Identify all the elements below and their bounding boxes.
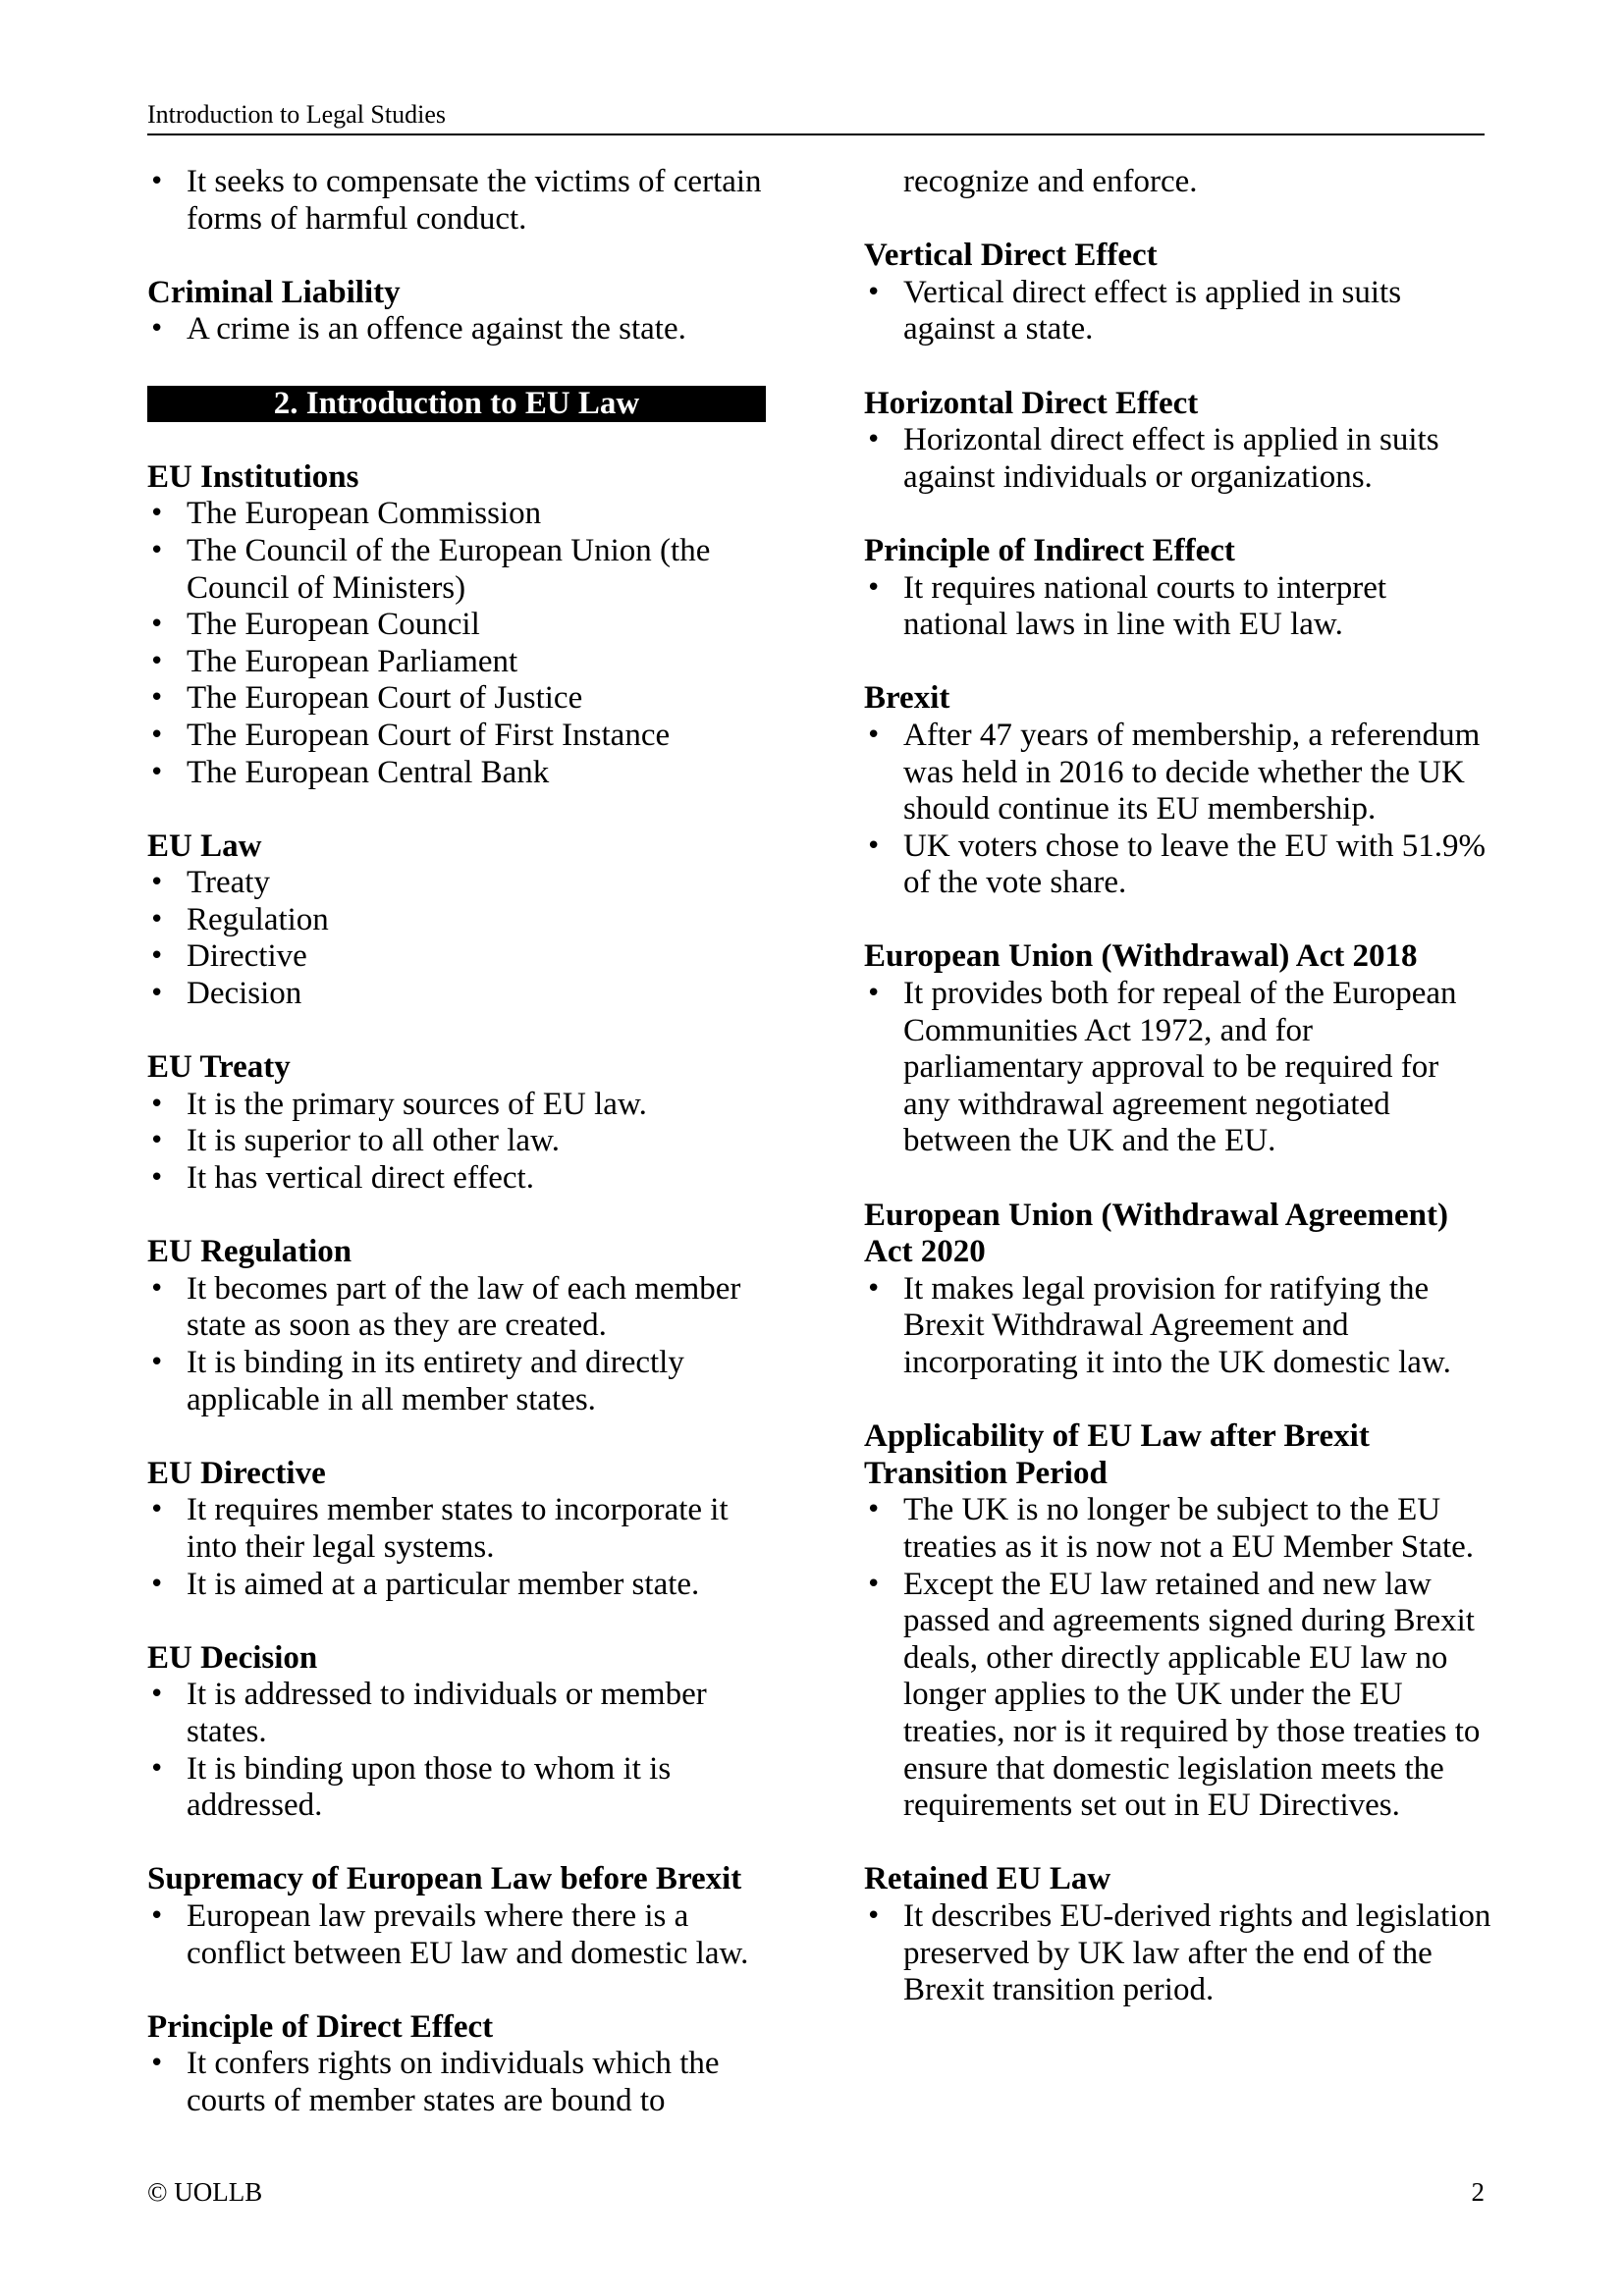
list-item: • It is addressed to individuals or member states. [147,1677,771,1750]
section-eu-directive [147,1456,771,1603]
section-heading: Principle of Direct Effect [147,2008,494,2045]
list-item: • Treaty [147,865,771,902]
list-item: • Directive [147,938,771,976]
section-heading: EU Treaty [147,1049,291,1086]
section-heading: European Union (Withdrawal Agreement) Act 2020 [864,1197,1448,1270]
list-item: • The European Central Bank [147,755,771,792]
section-eu-regulation [147,1234,771,1418]
bullet-list [864,1271,1492,1382]
list-item: • It requires member states to incorporate it into their legal systems. [147,1492,771,1566]
section-heading: Brexit [864,680,950,717]
list-item: • The Council of the European Union (the Council of Ministers) [147,533,771,607]
footer-copyright: © UOLLB [147,2177,263,2207]
section-eu-decision [147,1640,771,1825]
list-item: • The European Council [147,607,771,644]
list-item: • The European Court of First Instance [147,718,771,755]
section-heading: Horizontal Direct Effect [864,385,1199,421]
section-indirect-effect [864,533,1492,644]
list-item: • It is aimed at a particular member state. [147,1567,771,1604]
list-item: • The European Commission [147,496,771,533]
section-criminal-liability [147,275,771,348]
section-eu-treaty [147,1049,771,1197]
left-column [147,164,771,2157]
continued-text: recognize and enforce. [903,164,1198,199]
section-brexit [864,680,1492,902]
section-applicability [864,1418,1492,1825]
section-heading: EU Law [147,828,262,864]
list-item: • After 47 years of membership, a referendum was held in 2016 to decide whether the UK should continue its EU membership. [864,718,1492,828]
bullet-list [147,2046,771,2119]
bullet-list [864,976,1492,1160]
page-number: 2 [1471,2177,1485,2207]
list-item: • It is binding in its entirety and directly applicable in all member states. [147,1345,771,1418]
section-heading: Applicability of EU Law after Brexit Transition Period [864,1418,1370,1491]
section-heading: EU Decision [147,1639,318,1676]
section-eu-law [147,828,771,1013]
section-heading: Supremacy of European Law before Brexit [147,1861,742,1897]
section-retained-eu-law [864,1861,1492,2008]
list-item: • The UK is no longer be subject to the EU treaties as it is now not a EU Member State. [864,1492,1492,1566]
bullet-list [147,1677,771,1824]
bullet-list [864,1898,1492,2009]
bullet-list [864,275,1492,348]
list-item: • It provides both for repeal of the European Communities Act 1972, and for parliamentary approval to be required for any withdrawal agreement negotiated between the UK and the EU. [864,976,1492,1160]
section-banner: 2. Introduction to EU Law [147,386,766,423]
list-item: • It is superior to all other law. [147,1123,771,1160]
list-item: • The European Parliament [147,644,771,681]
bullet-list [147,1087,771,1198]
list-item: • It requires national courts to interpret national laws in line with EU law. [864,570,1492,644]
bullet-list [864,1492,1492,1824]
list-item: • It seeks to compensate the victims of certain forms of harmful conduct. [147,164,771,238]
bullet-list [147,865,771,1012]
intro-bullet-list [147,164,771,238]
list-item: • Vertical direct effect is applied in suits against a state. [864,275,1492,348]
list-item: • UK voters chose to leave the EU with 51.9% of the vote share. [864,828,1492,902]
section-withdrawal-agreement-act-2020 [864,1198,1492,1382]
section-supremacy [147,1861,771,1972]
page-header: Introduction to Legal Studies [147,98,1485,135]
list-item: • It makes legal provision for ratifying the Brexit Withdrawal Agreement and incorporating it into the UK domestic law. [864,1271,1492,1382]
section-horizontal-direct-effect [864,386,1492,497]
list-item: • It is the primary sources of EU law. [147,1087,771,1124]
section-heading: EU Regulation [147,1234,352,1270]
right-column [864,164,1492,2046]
bullet-list [147,1271,771,1418]
section-heading: Criminal Liability [147,274,401,310]
list-item: • Except the EU law retained and new law passed and agreements signed during Brexit deals, other directly applicable EU law no longer applies to the UK under the EU treaties, nor is it required by those treaties to ensure that domestic legislation meets the requirements set out in EU Directives. [864,1567,1492,1825]
section-heading: Retained EU Law [864,1861,1111,1897]
section-vertical-direct-effect [864,238,1492,348]
bullet-list [147,311,771,348]
bullet-list [864,718,1492,902]
list-item: • Horizontal direct effect is applied in suits against individuals or organizations. [864,422,1492,496]
section-eu-institutions [147,459,771,791]
list-item: • It is binding upon those to whom it is addressed. [147,1751,771,1825]
bullet-list [864,570,1492,644]
bullet-list [147,496,771,791]
list-item: • European law prevails where there is a conflict between EU law and domestic law. [147,1898,771,1972]
list-item: • Regulation [147,902,771,939]
bullet-list [147,1492,771,1603]
bullet-list [147,1898,771,1972]
list-item: • A crime is an offence against the state. [147,311,771,348]
section-heading: European Union (Withdrawal) Act 2018 [864,938,1418,975]
list-item: • It becomes part of the law of each member state as soon as they are created. [147,1271,771,1345]
list-item: • Decision [147,976,771,1013]
list-item: • It has vertical direct effect. [147,1160,771,1198]
section-heading: Vertical Direct Effect [864,238,1158,274]
list-item: • It confers rights on individuals which the courts of member states are bound to [147,2046,771,2119]
bullet-list [864,422,1492,496]
list-item: • It describes EU-derived rights and legislation preserved by UK law after the end of the Brexit transition period. [864,1898,1492,2009]
section-withdrawal-act-2018 [864,938,1492,1160]
section-heading: EU Institutions [147,458,359,495]
section-heading: Principle of Indirect Effect [864,532,1235,568]
section-direct-effect [147,2009,771,2120]
list-item: • The European Court of Justice [147,680,771,718]
section-heading: EU Directive [147,1455,326,1491]
